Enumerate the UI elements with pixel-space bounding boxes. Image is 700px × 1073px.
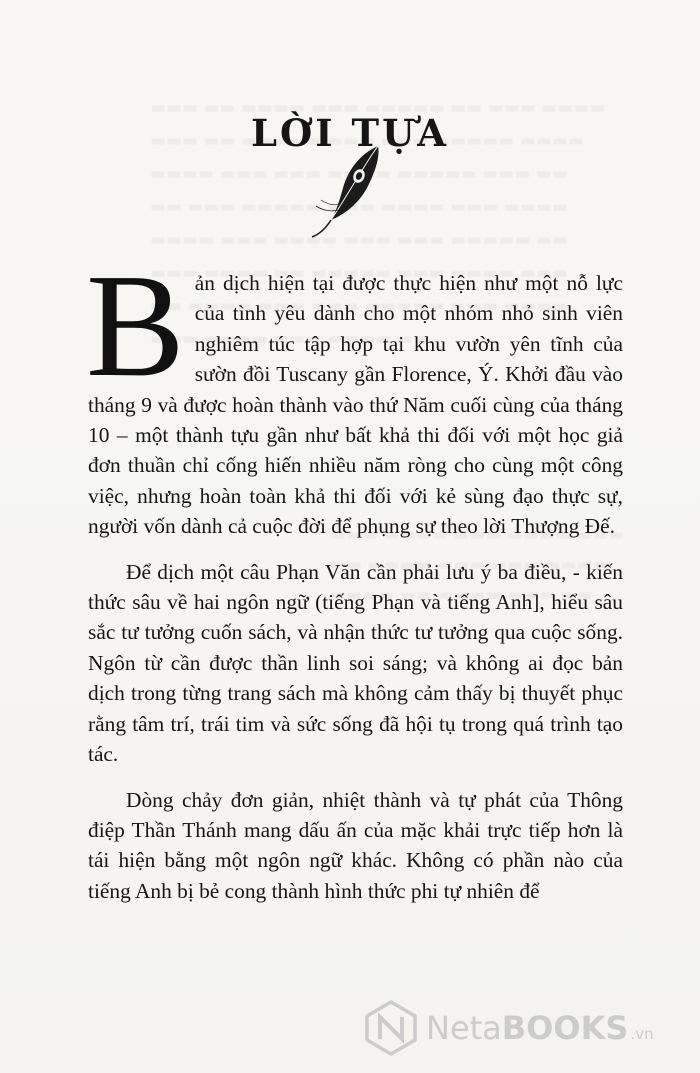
watermark-brand-light: Neta (426, 1009, 502, 1047)
feather-icon (308, 140, 388, 240)
paragraph-3: Dòng chảy đơn giản, nhiệt thành và tự phát của Thông điệp Thần Thánh mang dấu ấn của mặc khải trực tiếp hơn là tái hiện bằng một ngôn ngữ khác. Không có phần nào của tiếng Anh bị bẻ cong thành hình thức phi tự nhiên để (88, 787, 623, 903)
netabooks-logo-icon (362, 999, 420, 1057)
drop-cap: B (86, 244, 185, 408)
watermark-text (426, 1009, 654, 1047)
paragraph-1 (86, 244, 623, 542)
watermark-suffix: .vn (630, 1025, 654, 1043)
paragraph-1-text: ản dịch hiện tại được thực hiện như một nỗ lực của tình yêu dành cho một nhóm nhỏ sinh viên nghiêm túc tập hợp tại khu vườn yên tĩnh của sườn đồi Tuscany gần Florence, Ý. Khởi đầu vào tháng 9 và được hoàn thành vào thứ Năm cuối cùng của tháng 10 – một thành tựu gần như bất khả thi đối với một học giả đơn thuần chỉ cống hiến nhiều năm ròng cho cùng một công việc, nhưng hoàn toàn khả thi đối với kẻ sùng đạo thực sự, người vốn dành cả cuộc đời để phụng sự theo lời Thượng Đế. (88, 271, 623, 539)
page-title: LỜI TỰA (251, 110, 449, 155)
netabooks-watermark (362, 996, 682, 1060)
watermark-brand-bold: BOOKS (501, 1009, 629, 1047)
paragraph-2: Để dịch một câu Phạn Văn cần phải lưu ý ba điều, - kiến thức sâu về hai ngôn ngữ (tiếng Phạn và tiếng Anh], hiểu sâu sắc tư tưởng cuốn sách, và nhận thức tư tưởng qua cuộc sống. Ngôn từ cần được thần linh soi sáng; và không ai đọc bản dịch trong từng trang sách mà không cảm thấy bị thuyết phục rằng tâm trí, trái tim và sức sống đã hội tụ trong quá trình tạo tác. (88, 559, 623, 767)
preface-body (86, 244, 623, 921)
